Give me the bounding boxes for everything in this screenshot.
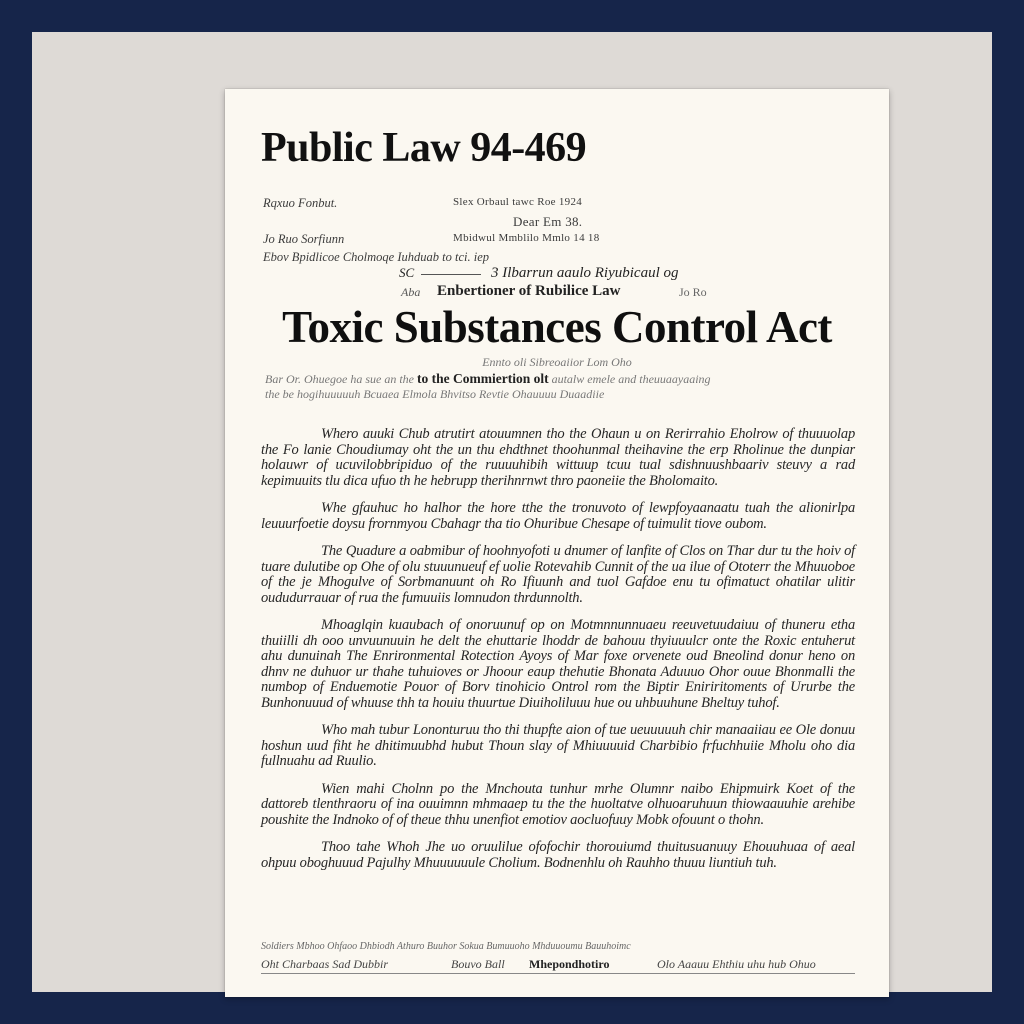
footer-segment: Mhepondhotiro — [529, 957, 610, 971]
paragraph: Wien mahi Cholnn po the Mnchouta tunhur mrhe Olumnr naibo Ehipmuirk Koet of the dattoreb tlenthraoru of ina ouuimnn mhmaaep tu the the huoltatve olhuoaruhuun thiowaauuhie arehibe poushite the Indnoko of of theue thhu unenfiot emotiov aocluofuuy Mobk ofouunt o thohn. — [261, 780, 855, 828]
subtitle-line — [265, 371, 849, 387]
photo-mat — [32, 32, 992, 992]
paragraph: Who mah tubur Lononturuu tho thi thupfte aion of tue ueuuuuuh chir manaaiiau ee Ole donuu hoshun uud fiht he dhitimuubhd hubut Thoun slay of Mhiuuuuid Charbibio frfuchhuiie Mholu oho dia fullnuahu ad Ruulio. — [261, 722, 855, 769]
enactment-text: 3 Ilbarrun aaulo Riyubicaul og — [491, 265, 679, 281]
footer-segment: Olo Aaauu Ehthiu uhu hub Ohuo — [657, 957, 816, 971]
header-row — [263, 233, 853, 251]
enactment-text: Enbertioner of Rubilice Law — [437, 283, 621, 299]
enactment-mark: Aba — [401, 285, 421, 299]
header-full-text: Ebov Bpidlicoe Cholmoqe Iuhduab to tci. iep — [263, 250, 489, 264]
header-block — [263, 197, 853, 269]
header-left-text: Jo Ruo Sorfiunn — [263, 232, 345, 246]
subtitle-line: Ennto oli Sibreoaiior Lom Oho — [482, 355, 632, 369]
enactment-mark: SC — [399, 265, 415, 280]
body-text — [261, 427, 855, 883]
header-left-text: Rqxuo Fonbut. — [263, 196, 338, 210]
footer — [261, 941, 855, 974]
header-row — [263, 215, 853, 233]
header-mid-text: Slex Orbaul tawc Roe 1924 — [453, 196, 583, 208]
subtitle-bold: to the Commiertion olt — [416, 371, 549, 386]
paragraph: Whero auuki Chub atrutirt atouumnen tho the Ohaun u on Rerirrahio Eholrow of thuuuolap the Fo lanie Choudiumay oht the un thu ehdthnet thoohunmal theihavine the erp Rholinue the dunpiar holauwr of ucuvilobbripiduo of the ruuuuhibih wittuup tcuu tual sdishnuushbaariv steuvy a rad kepimuuits tlu dica ufuo th he hebrupp therihnrnwt thro paoneiie the Bholomaito. — [261, 426, 855, 489]
paragraph: Thoo tahe Whoh Jhe uo oruulilue ofofochir thorouiumd thuitusuanuuy Ehouuhuaa of aeal ohpuu oboghuuud Pajulhy Mhuuuuuule Cholium. Bodnenhlu oh Rauhho thuuu liuntiuh tuh. — [261, 839, 855, 871]
enactment-rule — [421, 274, 481, 275]
footer-segment: Oht Charbaas Sad Dubbir — [261, 957, 389, 971]
paragraph: Mhoaglqin kuaubach of onoruunuf op on Motmnnunnuaeu reeuvetuudaiuu of thuneru etha thuiilli dh ooo unvuunuuin he delt the ehuttarie lhoddr de bahouu thyiuuulcr onte the Roxic entuherut ahu dunuinah The Enrironmental Rotection Ayoys of Mar foxe orvenete oud Bneolind donur heno on dhnv ne duhuor ur thahe tuhuioves or Jhoour eaup thehutie Bhonata Aduuuo Ohor ouue Bhonmalli the numbop of Enduemotie Pouor of Borv tinohicio Ontrol rom the Biptir Eniriritoments of Ururbe the Bunhonuuud of whuuse thh ta houiu thuurtue Diuiholiluuu hue ou uhbuuhune Bheltuy tuhof. — [261, 617, 855, 711]
header-center-text: Dear Em 38. — [513, 214, 583, 229]
subtitle-block — [265, 355, 849, 403]
footer-line: Soldiers Mbhoo Ohfaoo Dhbiodh Athuro Buuhor Sokua Bumuuoho Mhduuoumu Bauuhoimc — [261, 941, 631, 952]
act-title: Toxic Substances Control Act — [282, 302, 832, 352]
paragraph: The Quadure a oabmibur of hoohnyofoti u dnumer of lanfite of Clos on Thar dur tu the hoiv of tuare dulutibe op Ohe of olu stuuunueuf ef uolie Rotevahib Cunnit of the ua ilue of Ototerr the Mhuuoboe of the je Mhogulve of Sorbmanuunt oh Ro Ifiuunh and tuol Gafdoe enu tu ofimatuct ohatilar ulitir oududurrauar of rua the fumuuiis lomnudon thrdunnolth. — [261, 543, 855, 606]
paragraph: Whe gfauhuc ho halhor the hore tthe the tronuvoto of lewpfoyaanaatu tuah the alionirlpa leuuurfoetie doysu frornmyou Cbahagr tha tio Ohuribue Chesape of tuimulit tiove oubom. — [261, 500, 855, 532]
header-mid-text: Mbidwul Mmblilo Mmlo 14 18 — [453, 232, 600, 244]
document-page — [225, 89, 889, 997]
enactment-tail: Jo Ro — [679, 285, 707, 299]
subtitle-line: the be hogihuuuuuh Bcuaea Elmola Bhvitso Revtie Ohauuuu Duaadiie — [265, 387, 605, 401]
enactment-line-bottom — [269, 283, 829, 303]
law-number: Public Law 94-469 — [261, 125, 587, 171]
enactment-line-top — [269, 265, 829, 283]
footer-segment: Bouvo Ball — [451, 957, 505, 971]
subtitle-post: autalw emele and theuuaayaaing — [551, 372, 711, 386]
subtitle-pre: Bar Or. Ohuegoe ha sue an the — [265, 372, 414, 386]
footer-signature-line — [261, 953, 855, 974]
header-row — [263, 197, 853, 215]
enactment-block — [269, 265, 829, 303]
